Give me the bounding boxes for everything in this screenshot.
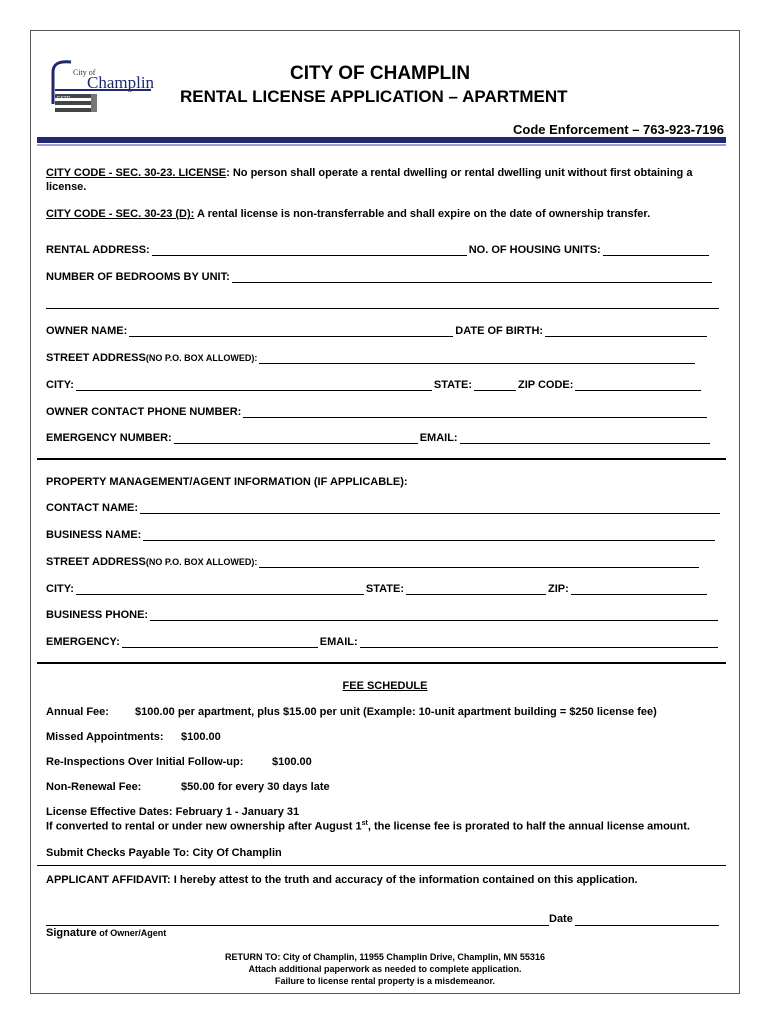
bedrooms-row: [46, 269, 714, 283]
header-band: [37, 137, 726, 143]
agent-contact-field[interactable]: [140, 503, 720, 514]
agent-email-label: EMAIL:: [319, 636, 358, 648]
non-renewal-row: [46, 781, 330, 793]
agent-business-row: [46, 527, 717, 541]
section-divider-3: [37, 865, 726, 866]
agent-state-field[interactable]: [406, 584, 546, 595]
city-code-license: [46, 166, 726, 194]
owner-state-label: STATE:: [433, 379, 472, 391]
page-subtitle: RENTAL LICENSE APPLICATION – APARTMENT: [180, 87, 568, 106]
non-renewal-value: $50.00 for every 30 days late: [181, 781, 330, 793]
date-label: Date: [549, 913, 573, 925]
agent-business-label: BUSINESS NAME:: [46, 529, 142, 541]
owner-street-field[interactable]: [259, 353, 695, 364]
agent-contact-label: CONTACT NAME:: [46, 502, 139, 514]
agent-street-label: STREET ADDRESS: [46, 556, 146, 568]
reinspection-row: [46, 756, 312, 768]
attach-note: Attach additional paperwork as needed to complete application.: [248, 964, 522, 974]
agent-city-row: [46, 581, 709, 595]
owner-city-label: CITY:: [46, 379, 74, 391]
owner-name-row: [46, 323, 709, 337]
owner-phone-field[interactable]: [243, 407, 707, 418]
city-code-transfer-label: CITY CODE - SEC. 30-23 (D):: [46, 208, 195, 220]
logo-name: Champlin: [87, 73, 155, 92]
misdemeanor-warning: Failure to license rental property is a misdemeanor.: [274, 976, 496, 986]
agent-street-row: [46, 554, 701, 568]
missed-appointments-value: $100.00: [181, 731, 221, 743]
owner-emergency-row: [46, 430, 712, 444]
annual-fee-row: [46, 706, 657, 718]
prorate-text-b: , the license fee is prorated to half the annual license amount.: [367, 820, 690, 833]
bedrooms-field[interactable]: [232, 272, 712, 283]
agent-phone-row: [46, 607, 720, 621]
agent-state-label: STATE:: [365, 583, 404, 595]
signature-label-b: of Owner/Agent: [96, 928, 167, 938]
owner-emergency-field[interactable]: [174, 433, 418, 444]
license-dates: License Effective Dates: February 1 - January 31: [46, 806, 300, 818]
section-divider-1: [37, 458, 726, 460]
bedrooms-label: NUMBER OF BEDROOMS BY UNIT:: [46, 271, 230, 283]
owner-phone-row: [46, 404, 709, 418]
return-address: RETURN TO: City of Champlin, 11955 Champlin Drive, Champlin, MN 55316: [225, 952, 545, 962]
fee-schedule-heading: FEE SCHEDULE: [342, 680, 428, 692]
agent-street-note: (NO P.O. BOX ALLOWED):: [145, 557, 258, 567]
owner-name-label: OWNER NAME:: [46, 325, 128, 337]
housing-units-label: NO. OF HOUSING UNITS:: [468, 244, 601, 256]
owner-street-row: [46, 350, 697, 364]
logo-small-text: City of: [73, 68, 96, 77]
section-divider-2: [37, 662, 726, 664]
page-title: CITY OF CHAMPLIN: [290, 63, 471, 84]
owner-city-row: [46, 377, 703, 391]
agent-emergency-row: [46, 634, 720, 648]
owner-city-field[interactable]: [76, 380, 432, 391]
city-logo: [51, 58, 166, 116]
rental-address-label: RENTAL ADDRESS:: [46, 244, 150, 256]
agent-zip-field[interactable]: [571, 584, 707, 595]
agent-business-field[interactable]: [143, 530, 715, 541]
owner-zip-field[interactable]: [575, 380, 701, 391]
missed-appointments-row: [46, 731, 221, 743]
signature-label: [46, 927, 166, 939]
owner-name-field[interactable]: [129, 326, 453, 337]
owner-street-note: (NO P.O. BOX ALLOWED):: [145, 353, 258, 363]
agent-emergency-field[interactable]: [122, 637, 318, 648]
reinspection-value: $100.00: [272, 756, 312, 768]
owner-street-label: STREET ADDRESS: [46, 352, 146, 364]
agent-emergency-label: EMERGENCY:: [46, 636, 120, 648]
agent-contact-row: [46, 500, 722, 514]
agent-email-field[interactable]: [360, 637, 718, 648]
dob-label: DATE OF BIRTH:: [455, 325, 544, 337]
city-code-transfer: [46, 207, 726, 221]
bedrooms-extra-line[interactable]: [46, 308, 719, 309]
signature-label-a: Signature: [46, 927, 97, 939]
rental-address-field[interactable]: [152, 245, 467, 256]
city-code-license-text: : No person shall operate a rental dwelling or rental dwelling unit without first obtaining a license.: [46, 167, 693, 193]
owner-emergency-label: EMERGENCY NUMBER:: [46, 432, 172, 444]
agent-phone-label: BUSINESS PHONE:: [46, 609, 149, 621]
agent-phone-field[interactable]: [150, 610, 718, 621]
missed-appointments-label: Missed Appointments:: [46, 731, 164, 743]
owner-email-label: EMAIL:: [419, 432, 458, 444]
prorate-note: [46, 820, 690, 833]
logo-tag: ESTD: [57, 96, 71, 102]
annual-fee-label: Annual Fee:: [46, 706, 109, 718]
non-renewal-label: Non-Renewal Fee:: [46, 781, 142, 793]
agent-heading: PROPERTY MANAGEMENT/AGENT INFORMATION (IF APPLICABLE):: [46, 476, 408, 488]
prorate-text-a: If converted to rental or under new ownership after August 1: [46, 820, 362, 833]
date-line[interactable]: [575, 925, 719, 926]
annual-fee-value: $100.00 per apartment, plus $15.00 per unit (Example: 10-unit apartment building = $250 license fee): [135, 706, 657, 718]
reinspection-label: Re-Inspections Over Initial Follow-up:: [46, 756, 244, 768]
owner-zip-label: ZIP CODE:: [518, 379, 574, 391]
applicant-affidavit: APPLICANT AFFIDAVIT: I hereby attest to the truth and accuracy of the information contained on this application.: [46, 874, 638, 886]
agent-street-field[interactable]: [259, 557, 699, 568]
header-band-light: [37, 144, 726, 146]
rental-address-row: [46, 242, 711, 256]
dob-field[interactable]: [545, 326, 707, 337]
signature-line[interactable]: [46, 925, 549, 926]
agent-city-label: CITY:: [46, 583, 74, 595]
agent-zip-label: ZIP:: [548, 583, 569, 595]
owner-email-field[interactable]: [460, 433, 710, 444]
owner-phone-label: OWNER CONTACT PHONE NUMBER:: [46, 406, 242, 418]
city-code-license-label: CITY CODE - SEC. 30-23. LICENSE: [46, 167, 227, 179]
owner-state-field[interactable]: [474, 380, 516, 391]
agent-heading-row: [46, 474, 408, 488]
agent-city-field[interactable]: [76, 584, 364, 595]
prorate-sup: st: [361, 820, 368, 827]
checks-payable: Submit Checks Payable To: City Of Champlin: [46, 847, 282, 859]
city-code-transfer-text: A rental license is non-transferrable and shall expire on the date of ownership transfer.: [194, 208, 651, 220]
housing-units-field[interactable]: [603, 245, 709, 256]
code-enforcement-contact: Code Enforcement – 763-923-7196: [513, 122, 724, 137]
